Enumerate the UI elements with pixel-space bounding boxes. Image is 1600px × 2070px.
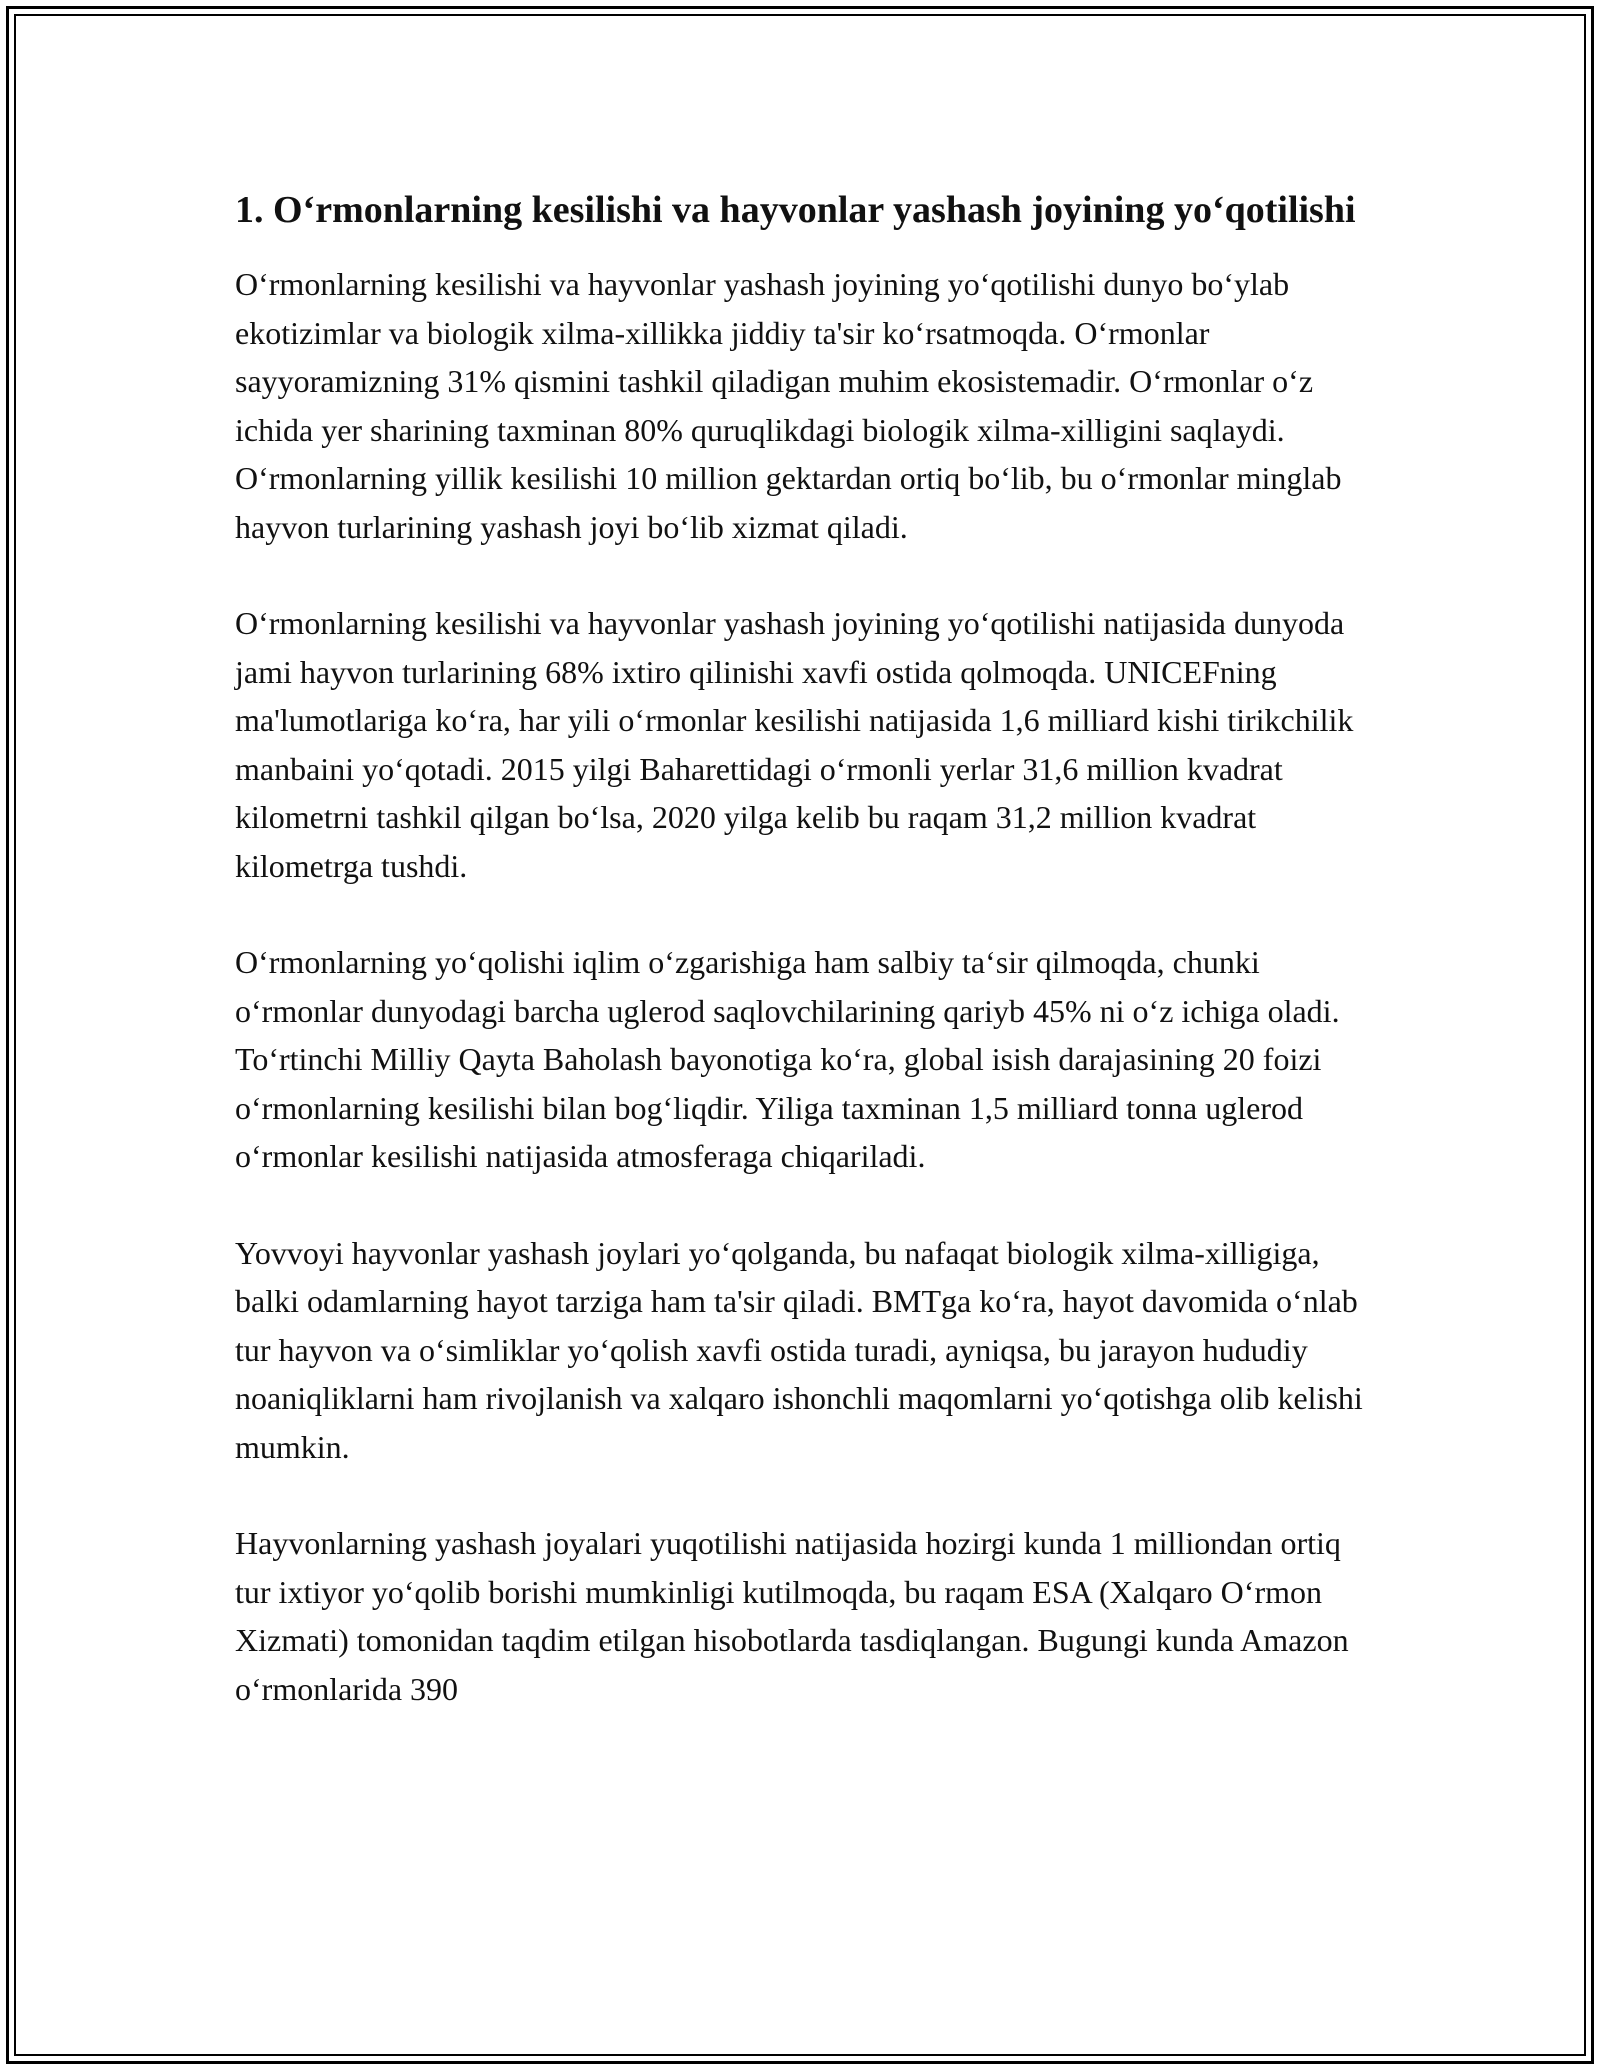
section-heading: 1. O‘rmonlarning kesilishi va hayvonlar yashash joyining yo‘qotilishi — [235, 189, 1356, 231]
paragraph-5: Hayvonlarning yashash joyalari yuqotilishi natijasida hozirgi kunda 1 milliondan ortiq tur ixtiyor yo‘qolib borishi mumkinligi kutilmoqda, bu raqam ESA (Xalqaro O‘rmon Xizmati) tomonidan taqdim etilgan hisobotlarda tasdiqlangan. Bugungi kunda Amazon o‘rmonlarida 390 — [235, 1525, 1349, 1707]
paragraph-1: O‘rmonlarning kesilishi va hayvonlar yashash joyining yo‘qotilishi dunyo bo‘ylab ekotizimlar va biologik xilma-xillikka jiddiy ta'sir ko‘rsatmoqda. O‘rmonlar sayyoramizning 31% qismini tashkil qiladigan muhim ekosistemadir. O‘rmonlar o‘z ichida yer sharining taxminan 80% quruqlikdagi biologik xilma-xilligini saqlaydi. O‘rmonlarning yillik kesilishi 10 million gektardan ortiq bo‘lib, bu o‘rmonlar minglab hayvon turlarining yashash joyi bo‘lib xizmat qiladi. — [235, 266, 1342, 545]
document-body — [235, 182, 1370, 1761]
paragraph-4: Yovvoyi hayvonlar yashash joylari yo‘qolganda, bu nafaqat biologik xilma-xilligiga, balki odamlarning hayot tarziga ham ta'sir qiladi. BMTga ko‘ra, hayot davomida o‘nlab tur hayvon va o‘simliklar yo‘qolish xavfi ostida turadi, ayniqsa, bu jarayon hududiy noaniqliklarni ham rivojlanish va xalqaro ishonchli maqomlarni yo‘qotishga olib kelishi mumkin. — [235, 1234, 1363, 1465]
paragraph-2: O‘rmonlarning kesilishi va hayvonlar yashash joyining yo‘qotilishi natijasida dunyoda jami hayvon turlarining 68% ixtiro qilinishi xavfi ostida qolmoqda. UNICEFning ma'lumotlariga ko‘ra, har yili o‘rmonlar kesilishi natijasida 1,6 milliard kishi tirikchilik manbaini yo‘qotadi. 2015 yilgi Baharettidagi o‘rmonli yerlar 31,6 million kvadrat kilometrni tashkil qilgan bo‘lsa, 2020 yilga kelib bu raqam 31,2 million kvadrat kilometrga tushdi. — [235, 605, 1354, 884]
paragraph-3: O‘rmonlarning yo‘qolishi iqlim o‘zgarishiga ham salbiy ta‘sir qilmoqda, chunki o‘rmonlar dunyodagi barcha uglerod saqlovchilarining qariyb 45% ni o‘z ichiga oladi. To‘rtinchi Milliy Qayta Baholash bayonotiga ko‘ra, global isish darajasining 20 foizi o‘rmonlarning kesilishi bilan bog‘liqdir. Yiliga taxminan 1,5 milliard tonna uglerod o‘rmonlar kesilishi natijasida atmosferaga chiqariladi. — [235, 944, 1340, 1174]
